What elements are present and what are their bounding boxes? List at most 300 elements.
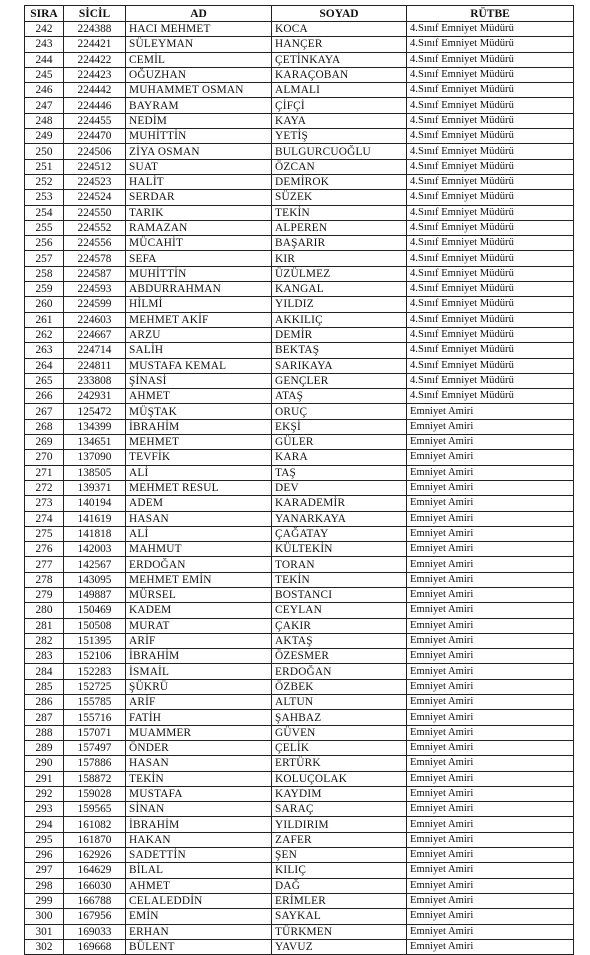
- table-row: [25, 266, 574, 281]
- cell-rutbe: Emniyet Amiri: [407, 435, 574, 450]
- cell-rutbe: 4.Sınıf Emniyet Müdürü: [407, 343, 574, 358]
- cell-ad: ADEM: [126, 496, 272, 511]
- cell-rutbe: Emniyet Amiri: [407, 450, 574, 465]
- cell-sicil: 166788: [64, 893, 126, 908]
- cell-sicil: 162926: [64, 848, 126, 863]
- cell-ad: ERDOĞAN: [126, 557, 272, 572]
- cell-sira: 281: [25, 618, 64, 633]
- table-row: [25, 404, 574, 419]
- cell-rutbe: 4.Sınıf Emniyet Müdürü: [407, 52, 574, 67]
- cell-rutbe: 4.Sınıf Emniyet Müdürü: [407, 266, 574, 281]
- cell-soyad: SARIKAYA: [272, 358, 407, 373]
- cell-sira: 252: [25, 174, 64, 189]
- cell-sira: 257: [25, 251, 64, 266]
- cell-sicil: 224470: [64, 129, 126, 144]
- table-row: [25, 939, 574, 954]
- cell-soyad: ÇAĞATAY: [272, 526, 407, 541]
- cell-sicil: 141619: [64, 511, 126, 526]
- cell-soyad: TAŞ: [272, 465, 407, 480]
- cell-ad: HALİT: [126, 174, 272, 189]
- cell-sira: 248: [25, 113, 64, 128]
- cell-rutbe: Emniyet Amiri: [407, 649, 574, 664]
- cell-soyad: KANGAL: [272, 282, 407, 297]
- cell-rutbe: 4.Sınıf Emniyet Müdürü: [407, 312, 574, 327]
- table-row: [25, 174, 574, 189]
- cell-sicil: 151395: [64, 633, 126, 648]
- cell-sira: 245: [25, 67, 64, 82]
- table-row: [25, 832, 574, 847]
- cell-sicil: 134399: [64, 419, 126, 434]
- cell-soyad: ATAŞ: [272, 389, 407, 404]
- cell-sira: 251: [25, 159, 64, 174]
- cell-sira: 287: [25, 710, 64, 725]
- cell-soyad: KAYDIM: [272, 786, 407, 801]
- cell-ad: HACI MEHMET: [126, 22, 272, 37]
- cell-ad: BAYRAM: [126, 98, 272, 113]
- cell-sicil: 224667: [64, 327, 126, 342]
- cell-sira: 291: [25, 771, 64, 786]
- cell-rutbe: Emniyet Amiri: [407, 817, 574, 832]
- cell-soyad: AKKILIÇ: [272, 312, 407, 327]
- cell-ad: MEHMET AKİF: [126, 312, 272, 327]
- cell-ad: MUHİTTİN: [126, 129, 272, 144]
- cell-soyad: KARA: [272, 450, 407, 465]
- cell-rutbe: 4.Sınıf Emniyet Müdürü: [407, 205, 574, 220]
- cell-rutbe: 4.Sınıf Emniyet Müdürü: [407, 129, 574, 144]
- cell-soyad: ŞAHBAZ: [272, 710, 407, 725]
- cell-rutbe: 4.Sınıf Emniyet Müdürü: [407, 67, 574, 82]
- cell-soyad: ÜZÜLMEZ: [272, 266, 407, 281]
- cell-rutbe: 4.Sınıf Emniyet Müdürü: [407, 174, 574, 189]
- cell-sira: 289: [25, 740, 64, 755]
- cell-sicil: 149887: [64, 587, 126, 602]
- cell-sicil: 159028: [64, 786, 126, 801]
- cell-sira: 276: [25, 542, 64, 557]
- cell-sira: 280: [25, 603, 64, 618]
- cell-soyad: KÜLTEKİN: [272, 542, 407, 557]
- cell-sicil: 137090: [64, 450, 126, 465]
- cell-sira: 293: [25, 802, 64, 817]
- table-row: [25, 695, 574, 710]
- cell-sicil: 224556: [64, 236, 126, 251]
- cell-rutbe: 4.Sınıf Emniyet Müdürü: [407, 159, 574, 174]
- cell-sira: 295: [25, 832, 64, 847]
- cell-rutbe: 4.Sınıf Emniyet Müdürü: [407, 282, 574, 297]
- header-soyad: SOYAD: [272, 6, 407, 22]
- cell-sira: 286: [25, 695, 64, 710]
- cell-rutbe: Emniyet Amiri: [407, 924, 574, 939]
- cell-rutbe: 4.Sınıf Emniyet Müdürü: [407, 297, 574, 312]
- cell-ad: ZİYA OSMAN: [126, 144, 272, 159]
- cell-soyad: YILDIRIM: [272, 817, 407, 832]
- cell-ad: SALİH: [126, 343, 272, 358]
- cell-rutbe: Emniyet Amiri: [407, 496, 574, 511]
- cell-soyad: ÖZESMER: [272, 649, 407, 664]
- cell-sicil: 224587: [64, 266, 126, 281]
- cell-ad: MEHMET RESUL: [126, 480, 272, 495]
- cell-ad: HİLMİ: [126, 297, 272, 312]
- cell-ad: FATİH: [126, 710, 272, 725]
- table-row: [25, 496, 574, 511]
- cell-soyad: YANARKAYA: [272, 511, 407, 526]
- table-row: [25, 587, 574, 602]
- cell-sira: 268: [25, 419, 64, 434]
- cell-sicil: 224593: [64, 282, 126, 297]
- cell-soyad: BULGURCUOĞLU: [272, 144, 407, 159]
- header-sira: SIRA: [25, 6, 64, 22]
- table-row: [25, 817, 574, 832]
- cell-rutbe: Emniyet Amiri: [407, 786, 574, 801]
- cell-sira: 259: [25, 282, 64, 297]
- table-row: [25, 878, 574, 893]
- cell-sicil: 141818: [64, 526, 126, 541]
- cell-rutbe: Emniyet Amiri: [407, 878, 574, 893]
- table-row: [25, 740, 574, 755]
- table-row: [25, 786, 574, 801]
- table-row: [25, 679, 574, 694]
- cell-soyad: ZAFER: [272, 832, 407, 847]
- table-row: [25, 373, 574, 388]
- personnel-table: [24, 5, 574, 955]
- table-row: [25, 98, 574, 113]
- table-row: [25, 802, 574, 817]
- cell-ad: İBRAHİM: [126, 419, 272, 434]
- cell-ad: ÖNDER: [126, 740, 272, 755]
- cell-sira: 292: [25, 786, 64, 801]
- table-row: [25, 52, 574, 67]
- cell-soyad: DEMİROK: [272, 174, 407, 189]
- cell-ad: MÜCAHİT: [126, 236, 272, 251]
- cell-soyad: GÜLER: [272, 435, 407, 450]
- cell-soyad: EKŞİ: [272, 419, 407, 434]
- cell-sira: 243: [25, 37, 64, 52]
- cell-sicil: 158872: [64, 771, 126, 786]
- table-row: [25, 924, 574, 939]
- cell-sicil: 169668: [64, 939, 126, 954]
- cell-ad: İBRAHİM: [126, 649, 272, 664]
- cell-sicil: 155716: [64, 710, 126, 725]
- cell-ad: ARİF: [126, 695, 272, 710]
- cell-sira: 261: [25, 312, 64, 327]
- cell-rutbe: Emniyet Amiri: [407, 542, 574, 557]
- cell-ad: TEVFİK: [126, 450, 272, 465]
- cell-ad: ERHAN: [126, 924, 272, 939]
- table-row: [25, 710, 574, 725]
- cell-ad: SADETTİN: [126, 848, 272, 863]
- table-row: [25, 312, 574, 327]
- cell-rutbe: Emniyet Amiri: [407, 848, 574, 863]
- table-row: [25, 297, 574, 312]
- cell-sicil: 224423: [64, 67, 126, 82]
- cell-soyad: KARADEMİR: [272, 496, 407, 511]
- table-row: [25, 205, 574, 220]
- cell-sicil: 164629: [64, 863, 126, 878]
- table-row: [25, 419, 574, 434]
- cell-sicil: 224714: [64, 343, 126, 358]
- cell-rutbe: Emniyet Amiri: [407, 725, 574, 740]
- cell-rutbe: 4.Sınıf Emniyet Müdürü: [407, 190, 574, 205]
- cell-ad: MURAT: [126, 618, 272, 633]
- cell-ad: SUAT: [126, 159, 272, 174]
- table-row: [25, 236, 574, 251]
- cell-rutbe: 4.Sınıf Emniyet Müdürü: [407, 83, 574, 98]
- cell-sicil: 139371: [64, 480, 126, 495]
- cell-sicil: 161082: [64, 817, 126, 832]
- cell-soyad: AKTAŞ: [272, 633, 407, 648]
- table-row: [25, 756, 574, 771]
- cell-soyad: ÇELİK: [272, 740, 407, 755]
- cell-rutbe: Emniyet Amiri: [407, 710, 574, 725]
- cell-soyad: ALMALI: [272, 83, 407, 98]
- cell-sira: 297: [25, 863, 64, 878]
- cell-rutbe: Emniyet Amiri: [407, 832, 574, 847]
- cell-sira: 272: [25, 480, 64, 495]
- cell-sicil: 224446: [64, 98, 126, 113]
- cell-soyad: TÜRKMEN: [272, 924, 407, 939]
- cell-rutbe: Emniyet Amiri: [407, 863, 574, 878]
- cell-soyad: BAŞARIR: [272, 236, 407, 251]
- cell-rutbe: Emniyet Amiri: [407, 587, 574, 602]
- cell-sira: 288: [25, 725, 64, 740]
- cell-soyad: KAYA: [272, 113, 407, 128]
- cell-sicil: 134651: [64, 435, 126, 450]
- cell-sicil: 167956: [64, 909, 126, 924]
- cell-sira: 294: [25, 817, 64, 832]
- cell-soyad: ORUÇ: [272, 404, 407, 419]
- cell-rutbe: Emniyet Amiri: [407, 909, 574, 924]
- cell-sicil: 159565: [64, 802, 126, 817]
- cell-soyad: ÖZCAN: [272, 159, 407, 174]
- cell-soyad: KARAÇOBAN: [272, 67, 407, 82]
- table-row: [25, 113, 574, 128]
- cell-soyad: BOSTANCI: [272, 587, 407, 602]
- cell-sira: 258: [25, 266, 64, 281]
- cell-sicil: 224388: [64, 22, 126, 37]
- cell-soyad: KILIÇ: [272, 863, 407, 878]
- cell-ad: ALİ: [126, 526, 272, 541]
- cell-sira: 278: [25, 572, 64, 587]
- cell-rutbe: Emniyet Amiri: [407, 572, 574, 587]
- cell-sira: 263: [25, 343, 64, 358]
- cell-ad: MUHİTTİN: [126, 266, 272, 281]
- cell-ad: AHMET: [126, 389, 272, 404]
- table-header: [25, 6, 574, 22]
- cell-sira: 250: [25, 144, 64, 159]
- cell-ad: MAHMUT: [126, 542, 272, 557]
- cell-sicil: 169033: [64, 924, 126, 939]
- table-row: [25, 282, 574, 297]
- cell-soyad: YAVUZ: [272, 939, 407, 954]
- cell-soyad: TEKİN: [272, 572, 407, 587]
- cell-rutbe: Emniyet Amiri: [407, 511, 574, 526]
- header-row: [25, 6, 574, 22]
- cell-rutbe: Emniyet Amiri: [407, 695, 574, 710]
- cell-ad: ALİ: [126, 465, 272, 480]
- cell-ad: EMİN: [126, 909, 272, 924]
- cell-soyad: YETİŞ: [272, 129, 407, 144]
- cell-rutbe: 4.Sınıf Emniyet Müdürü: [407, 373, 574, 388]
- cell-soyad: ÇAKIR: [272, 618, 407, 633]
- cell-sicil: 242931: [64, 389, 126, 404]
- cell-rutbe: Emniyet Amiri: [407, 557, 574, 572]
- cell-sira: 290: [25, 756, 64, 771]
- cell-soyad: ALTUN: [272, 695, 407, 710]
- table-row: [25, 159, 574, 174]
- cell-ad: MÜRSEL: [126, 587, 272, 602]
- cell-ad: ARİF: [126, 633, 272, 648]
- cell-sira: 260: [25, 297, 64, 312]
- cell-rutbe: Emniyet Amiri: [407, 664, 574, 679]
- table-row: [25, 358, 574, 373]
- cell-soyad: ÇİFÇİ: [272, 98, 407, 113]
- table-row: [25, 129, 574, 144]
- cell-sicil: 224512: [64, 159, 126, 174]
- cell-sira: 273: [25, 496, 64, 511]
- cell-sira: 282: [25, 633, 64, 648]
- cell-sira: 300: [25, 909, 64, 924]
- cell-ad: KADEM: [126, 603, 272, 618]
- cell-rutbe: Emniyet Amiri: [407, 756, 574, 771]
- cell-soyad: KOCA: [272, 22, 407, 37]
- table-row: [25, 389, 574, 404]
- table-row: [25, 190, 574, 205]
- cell-rutbe: Emniyet Amiri: [407, 526, 574, 541]
- cell-rutbe: 4.Sınıf Emniyet Müdürü: [407, 98, 574, 113]
- cell-soyad: ÖZBEK: [272, 679, 407, 694]
- cell-sicil: 152725: [64, 679, 126, 694]
- cell-soyad: ERDOĞAN: [272, 664, 407, 679]
- cell-rutbe: Emniyet Amiri: [407, 633, 574, 648]
- cell-sira: 249: [25, 129, 64, 144]
- cell-sira: 267: [25, 404, 64, 419]
- cell-sicil: 150508: [64, 618, 126, 633]
- cell-sira: 269: [25, 435, 64, 450]
- cell-sicil: 233808: [64, 373, 126, 388]
- cell-rutbe: 4.Sınıf Emniyet Müdürü: [407, 236, 574, 251]
- cell-sicil: 224455: [64, 113, 126, 128]
- cell-sira: 275: [25, 526, 64, 541]
- table-row: [25, 343, 574, 358]
- cell-sira: 302: [25, 939, 64, 954]
- cell-sicil: 125472: [64, 404, 126, 419]
- cell-sicil: 224811: [64, 358, 126, 373]
- cell-ad: SİNAN: [126, 802, 272, 817]
- cell-sira: 262: [25, 327, 64, 342]
- cell-sicil: 157886: [64, 756, 126, 771]
- cell-sicil: 143095: [64, 572, 126, 587]
- cell-sicil: 224421: [64, 37, 126, 52]
- cell-sicil: 224523: [64, 174, 126, 189]
- cell-ad: İBRAHİM: [126, 817, 272, 832]
- header-ad: AD: [126, 6, 272, 22]
- cell-ad: MUSTAFA KEMAL: [126, 358, 272, 373]
- cell-sira: 264: [25, 358, 64, 373]
- cell-rutbe: 4.Sınıf Emniyet Müdürü: [407, 251, 574, 266]
- table-row: [25, 893, 574, 908]
- cell-rutbe: 4.Sınıf Emniyet Müdürü: [407, 22, 574, 37]
- cell-sira: 253: [25, 190, 64, 205]
- table-row: [25, 909, 574, 924]
- table-row: [25, 465, 574, 480]
- cell-rutbe: 4.Sınıf Emniyet Müdürü: [407, 144, 574, 159]
- table-row: [25, 863, 574, 878]
- cell-soyad: DAĞ: [272, 878, 407, 893]
- table-row: [25, 771, 574, 786]
- cell-ad: SÜLEYMAN: [126, 37, 272, 52]
- cell-soyad: SARAÇ: [272, 802, 407, 817]
- cell-rutbe: Emniyet Amiri: [407, 404, 574, 419]
- cell-ad: ŞİNASİ: [126, 373, 272, 388]
- cell-rutbe: Emniyet Amiri: [407, 802, 574, 817]
- table-body: [25, 22, 574, 955]
- cell-sicil: 155785: [64, 695, 126, 710]
- cell-sira: 254: [25, 205, 64, 220]
- cell-soyad: ALPEREN: [272, 220, 407, 235]
- cell-soyad: KIR: [272, 251, 407, 266]
- cell-soyad: GENÇLER: [272, 373, 407, 388]
- table-row: [25, 633, 574, 648]
- cell-soyad: TORAN: [272, 557, 407, 572]
- cell-rutbe: Emniyet Amiri: [407, 618, 574, 633]
- cell-sira: 277: [25, 557, 64, 572]
- cell-ad: CELALEDDİN: [126, 893, 272, 908]
- table-row: [25, 511, 574, 526]
- cell-sira: 271: [25, 465, 64, 480]
- cell-sicil: 224524: [64, 190, 126, 205]
- cell-soyad: BEKTAŞ: [272, 343, 407, 358]
- cell-sira: 296: [25, 848, 64, 863]
- cell-rutbe: Emniyet Amiri: [407, 893, 574, 908]
- cell-rutbe: Emniyet Amiri: [407, 419, 574, 434]
- table-row: [25, 572, 574, 587]
- header-sicil: SİCİL: [64, 6, 126, 22]
- cell-rutbe: Emniyet Amiri: [407, 679, 574, 694]
- cell-sira: 255: [25, 220, 64, 235]
- cell-sira: 270: [25, 450, 64, 465]
- cell-rutbe: 4.Sınıf Emniyet Müdürü: [407, 37, 574, 52]
- cell-ad: ARZU: [126, 327, 272, 342]
- cell-rutbe: Emniyet Amiri: [407, 480, 574, 495]
- header-rutbe: RÜTBE: [407, 6, 574, 22]
- cell-rutbe: Emniyet Amiri: [407, 603, 574, 618]
- cell-soyad: ÇETİNKAYA: [272, 52, 407, 67]
- cell-sicil: 152283: [64, 664, 126, 679]
- table-row: [25, 220, 574, 235]
- table-row: [25, 649, 574, 664]
- cell-sicil: 224442: [64, 83, 126, 98]
- table-row: [25, 542, 574, 557]
- cell-soyad: CEYLAN: [272, 603, 407, 618]
- cell-sicil: 157071: [64, 725, 126, 740]
- cell-sicil: 224506: [64, 144, 126, 159]
- table-row: [25, 557, 574, 572]
- cell-sira: 265: [25, 373, 64, 388]
- cell-rutbe: Emniyet Amiri: [407, 740, 574, 755]
- cell-ad: RAMAZAN: [126, 220, 272, 235]
- cell-ad: İSMAİL: [126, 664, 272, 679]
- table-row: [25, 327, 574, 342]
- cell-sicil: 224552: [64, 220, 126, 235]
- table-row: [25, 83, 574, 98]
- cell-ad: MÜŞTAK: [126, 404, 272, 419]
- cell-soyad: ŞEN: [272, 848, 407, 863]
- table-row: [25, 480, 574, 495]
- cell-ad: MUHAMMET OSMAN: [126, 83, 272, 98]
- cell-ad: ABDURRAHMAN: [126, 282, 272, 297]
- cell-sicil: 142567: [64, 557, 126, 572]
- cell-sicil: 224603: [64, 312, 126, 327]
- cell-soyad: SAYKAL: [272, 909, 407, 924]
